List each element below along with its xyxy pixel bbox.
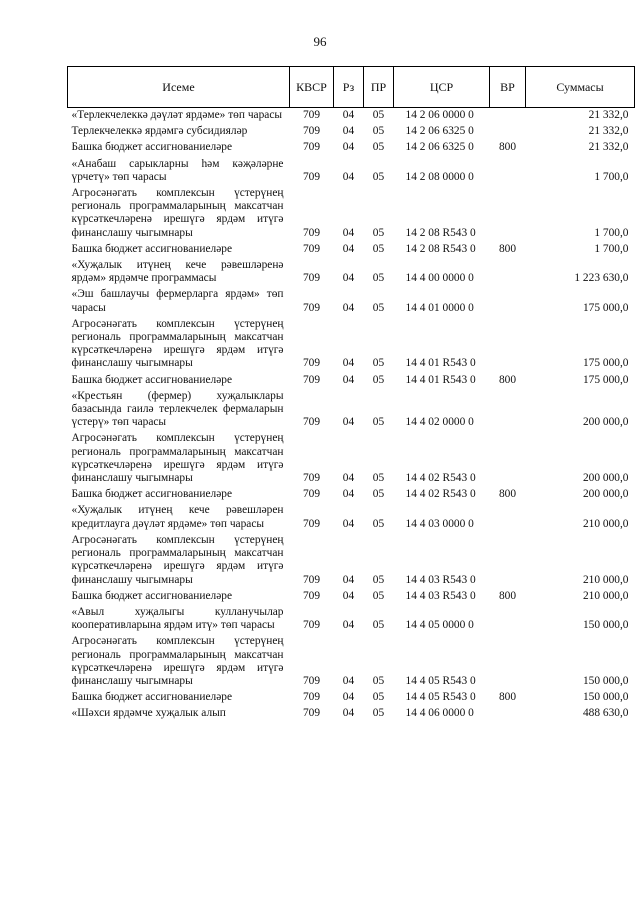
row-rz-cell: 04 — [342, 357, 355, 370]
row-name-cell: Агросәнәгать комплексын үстерүнең региональ программаларының максатчан күрсәткечләренә ирешүгә ярдәм итүгә финанслашу чыгымнары — [71, 432, 284, 485]
row-kvsr-cell: 709 — [302, 301, 321, 314]
row-pr-cell: 05 — [372, 517, 385, 530]
table-row — [68, 108, 635, 125]
row-kvsr-cell: 709 — [302, 589, 321, 602]
row-pr-cell: 05 — [372, 272, 385, 285]
row-pr-cell: 05 — [372, 109, 385, 121]
row-csr-cell: 14 4 02 R543 0 — [405, 488, 476, 501]
row-sum-cell: 200 000,0 — [582, 488, 629, 501]
row-kvsr-cell: 709 — [302, 517, 321, 530]
row-kvsr-cell: 709 — [302, 373, 321, 386]
row-rz-cell: 04 — [342, 109, 355, 121]
row-name-cell: «Хуҗалык итүнең кече рәвешләрен кредитлауга дәүләт ярдәме» төп чарасы — [71, 504, 284, 530]
row-rz-cell: 04 — [342, 589, 355, 602]
row-kvsr-cell: 709 — [302, 272, 321, 285]
row-rz-cell: 04 — [342, 170, 355, 183]
row-vr-cell — [490, 108, 526, 125]
row-pr-cell: 05 — [372, 170, 385, 183]
row-vr-cell: 800 — [498, 141, 517, 154]
row-pr-cell: 05 — [372, 472, 385, 485]
header-name: Исеме — [68, 67, 290, 108]
row-name-cell: Башка бюджет ассигнованиеләре — [71, 242, 233, 255]
row-sum-cell: 200 000,0 — [582, 472, 629, 485]
row-sum-cell: 175 000,0 — [582, 373, 629, 386]
row-kvsr-cell: 709 — [302, 707, 321, 720]
row-kvsr-cell: 709 — [302, 170, 321, 183]
row-vr-cell — [490, 389, 526, 432]
row-name-cell: Башка бюджет ассигнованиеләре — [71, 488, 233, 501]
header-sum: Суммасы — [526, 67, 635, 108]
page-number: 96 — [313, 34, 327, 49]
row-name-cell: «Анабаш сарыкларны һәм кәҗәләрне үрчетү» төп чарасы — [71, 157, 284, 183]
row-sum-cell: 210 000,0 — [582, 517, 629, 530]
row-sum-cell: 1 700,0 — [594, 170, 629, 183]
row-name-cell: Башка бюджет ассигнованиеләре — [71, 373, 233, 386]
row-vr-cell: 800 — [498, 242, 517, 255]
row-csr-cell: 14 2 06 6325 0 — [405, 141, 474, 154]
row-kvsr-cell: 709 — [302, 125, 321, 138]
row-sum-cell: 150 000,0 — [582, 674, 629, 687]
table-row — [68, 503, 635, 532]
row-pr-cell: 05 — [372, 141, 385, 154]
row-pr-cell: 05 — [372, 226, 385, 239]
row-sum-cell: 1 223 630,0 — [574, 272, 629, 285]
row-pr-cell: 05 — [372, 301, 385, 314]
row-vr-cell: 800 — [498, 691, 517, 704]
row-rz-cell: 04 — [342, 242, 355, 255]
row-rz-cell: 04 — [342, 488, 355, 501]
table-row — [68, 157, 635, 186]
row-csr-cell: 14 2 06 6325 0 — [405, 125, 474, 138]
row-kvsr-cell: 709 — [302, 416, 321, 429]
row-rz-cell: 04 — [342, 619, 355, 632]
row-rz-cell: 04 — [342, 226, 355, 239]
row-sum-cell: 175 000,0 — [582, 301, 629, 314]
row-kvsr-cell: 709 — [302, 472, 321, 485]
row-vr-cell — [490, 186, 526, 242]
row-name-cell: Агросәнәгать комплексын үстерүнең региональ программаларының максатчан күрсәткечләренә ирешүгә ярдәм итүгә финанслашу чыгымнары — [71, 187, 284, 239]
row-csr-cell: 14 4 05 R543 0 — [405, 691, 476, 704]
row-rz-cell: 04 — [342, 691, 355, 704]
row-csr-cell: 14 4 00 0000 0 — [405, 272, 474, 285]
row-csr-cell: 14 4 06 0000 0 — [405, 707, 474, 720]
row-pr-cell: 05 — [372, 488, 385, 501]
row-name-cell: Башка бюджет ассигнованиеләре — [71, 691, 233, 704]
row-vr-cell: 800 — [498, 373, 517, 386]
table-header-row — [68, 67, 635, 108]
row-name-cell: Агросәнәгать комплексын үстерүнең региональ программаларының максатчан күрсәткечләренә ирешүгә ярдәм итүгә финанслашу чыгымнары — [71, 317, 284, 370]
row-csr-cell: 14 4 02 R543 0 — [405, 472, 476, 485]
row-rz-cell: 04 — [342, 125, 355, 138]
table-row — [68, 124, 635, 140]
row-name-cell: «Терлекчелеккә дәүләт ярдәме» төп чарасы — [71, 109, 283, 121]
table-row — [68, 706, 635, 722]
row-name-cell: Башка бюджет ассигнованиеләре — [71, 589, 233, 602]
row-pr-cell: 05 — [372, 373, 385, 386]
row-vr-cell — [490, 431, 526, 487]
row-vr-cell — [490, 533, 526, 589]
row-vr-cell — [490, 287, 526, 316]
row-pr-cell: 05 — [372, 125, 385, 138]
row-kvsr-cell: 709 — [302, 226, 321, 239]
row-pr-cell: 05 — [372, 357, 385, 370]
row-name-cell: «Авыл хуҗалыгы кулланучылар кооперативларына ярдәм итү» төп чарасы — [71, 605, 284, 632]
row-vr-cell — [490, 157, 526, 186]
table-row — [68, 431, 635, 487]
row-sum-cell: 21 332,0 — [588, 125, 629, 138]
row-pr-cell: 05 — [372, 619, 385, 632]
row-kvsr-cell: 709 — [302, 141, 321, 154]
row-name-cell: «Хуҗалык итүнең кече рәвешләренә ярдәм» ярдәмче программасы — [71, 259, 284, 285]
table-row — [68, 317, 635, 373]
row-csr-cell: 14 4 03 R543 0 — [405, 589, 476, 602]
row-rz-cell: 04 — [342, 707, 355, 720]
row-kvsr-cell: 709 — [302, 488, 321, 501]
budget-table — [67, 66, 635, 723]
row-pr-cell: 05 — [372, 589, 385, 602]
row-csr-cell: 14 4 02 0000 0 — [405, 416, 474, 429]
table-row — [68, 487, 635, 503]
row-vr-cell — [490, 634, 526, 690]
header-vr: ВР — [490, 67, 526, 108]
row-csr-cell: 14 4 01 0000 0 — [405, 301, 474, 314]
row-csr-cell: 14 2 08 R543 0 — [405, 226, 476, 239]
row-name-cell: Терлекчелеккә ярдәмгә субсидияләр — [71, 125, 248, 138]
row-sum-cell: 21 332,0 — [588, 141, 629, 154]
row-vr-cell — [490, 124, 526, 140]
table-row — [68, 690, 635, 706]
row-vr-cell — [490, 317, 526, 373]
row-name-cell: «Крестьян (фермер) хуҗалыклары базасында гаилә терлекчелек фермаларын үстерү» төп чарасы — [71, 389, 284, 429]
row-name-cell: Башка бюджет ассигнованиеләре — [71, 141, 233, 154]
header-pr: ПР — [364, 67, 394, 108]
row-sum-cell: 175 000,0 — [582, 357, 629, 370]
row-kvsr-cell: 709 — [302, 573, 321, 586]
row-vr-cell — [490, 258, 526, 287]
row-sum-cell: 1 700,0 — [594, 242, 629, 255]
row-sum-cell: 488 630,0 — [582, 707, 629, 720]
row-csr-cell: 14 2 06 0000 0 — [405, 109, 474, 121]
row-sum-cell: 21 332,0 — [588, 109, 629, 121]
row-rz-cell: 04 — [342, 416, 355, 429]
table-body — [68, 108, 635, 723]
row-sum-cell: 210 000,0 — [582, 573, 629, 586]
row-sum-cell: 1 700,0 — [594, 226, 629, 239]
row-name-cell: Агросәнәгать комплексын үстерүнең региональ программаларының максатчан күрсәткечләренә ирешүгә ярдәм итүгә финанслашу чыгымнары — [71, 533, 284, 586]
row-rz-cell: 04 — [342, 472, 355, 485]
row-rz-cell: 04 — [342, 301, 355, 314]
table-row — [68, 389, 635, 432]
row-vr-cell — [490, 706, 526, 722]
table-row — [68, 605, 635, 634]
row-sum-cell: 210 000,0 — [582, 589, 629, 602]
row-pr-cell: 05 — [372, 674, 385, 687]
row-vr-cell: 800 — [498, 488, 517, 501]
row-kvsr-cell: 709 — [302, 674, 321, 687]
table-row — [68, 533, 635, 589]
table-row — [68, 258, 635, 287]
row-pr-cell: 05 — [372, 242, 385, 255]
row-csr-cell: 14 4 05 0000 0 — [405, 619, 474, 632]
row-sum-cell: 150 000,0 — [582, 691, 629, 704]
row-vr-cell — [490, 503, 526, 532]
row-csr-cell: 14 4 01 R543 0 — [405, 357, 476, 370]
table-row — [68, 634, 635, 690]
row-pr-cell: 05 — [372, 573, 385, 586]
table-row — [68, 287, 635, 316]
row-pr-cell: 05 — [372, 707, 385, 720]
row-kvsr-cell: 709 — [302, 357, 321, 370]
row-pr-cell: 05 — [372, 691, 385, 704]
row-csr-cell: 14 2 08 R543 0 — [405, 242, 476, 255]
row-kvsr-cell: 709 — [302, 242, 321, 255]
table-row — [68, 589, 635, 605]
table-row — [68, 242, 635, 258]
row-csr-cell: 14 4 01 R543 0 — [405, 373, 476, 386]
row-kvsr-cell: 709 — [302, 109, 321, 121]
row-csr-cell: 14 4 03 R543 0 — [405, 573, 476, 586]
row-rz-cell: 04 — [342, 373, 355, 386]
row-vr-cell — [490, 605, 526, 634]
row-kvsr-cell: 709 — [302, 691, 321, 704]
row-csr-cell: 14 4 03 0000 0 — [405, 517, 474, 530]
row-vr-cell: 800 — [498, 589, 517, 602]
row-sum-cell: 200 000,0 — [582, 416, 629, 429]
row-rz-cell: 04 — [342, 674, 355, 687]
row-csr-cell: 14 4 05 R543 0 — [405, 674, 476, 687]
row-name-cell: Агросәнәгать комплексын үстерүнең региональ программаларының максатчан күрсәткечләренә ирешүгә ярдәм итүгә финанслашу чыгымнары — [71, 635, 284, 687]
row-pr-cell: 05 — [372, 416, 385, 429]
row-rz-cell: 04 — [342, 272, 355, 285]
row-sum-cell: 150 000,0 — [582, 619, 629, 632]
row-rz-cell: 04 — [342, 517, 355, 530]
table-row — [68, 186, 635, 242]
row-csr-cell: 14 2 08 0000 0 — [405, 170, 474, 183]
row-name-cell: «Шәхси ярдәмче хуҗалык алып — [71, 707, 226, 720]
row-rz-cell: 04 — [342, 141, 355, 154]
row-kvsr-cell: 709 — [302, 619, 321, 632]
header-rz: Рз — [334, 67, 364, 108]
table-row — [68, 140, 635, 156]
header-kvsr: КВСР — [290, 67, 334, 108]
table-row — [68, 373, 635, 389]
row-rz-cell: 04 — [342, 573, 355, 586]
header-csr: ЦСР — [394, 67, 490, 108]
row-name-cell: «Эш башлаучы фермерларга ярдәм» төп чарасы — [71, 288, 284, 314]
